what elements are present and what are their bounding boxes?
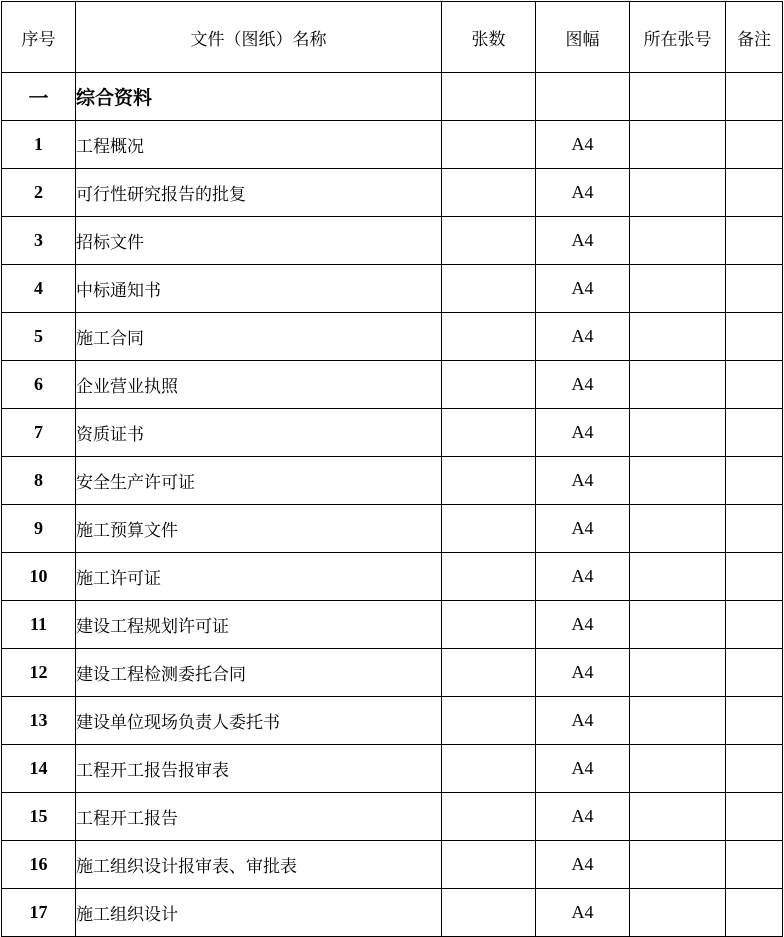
row-number: 15 [2, 793, 76, 841]
sheet-number [630, 649, 726, 697]
paper-size: A4 [536, 889, 630, 937]
remarks [726, 265, 783, 313]
paper-size: A4 [536, 553, 630, 601]
paper-size: A4 [536, 265, 630, 313]
sheet-count [442, 745, 536, 793]
sheet-count [442, 409, 536, 457]
sheet-count [442, 265, 536, 313]
document-name: 建设工程检测委托合同 [76, 649, 442, 697]
row-number: 17 [2, 889, 76, 937]
remarks [726, 313, 783, 361]
paper-size: A4 [536, 505, 630, 553]
sheet-count [442, 217, 536, 265]
sheet-count [442, 889, 536, 937]
header-note: 备注 [726, 2, 783, 73]
document-name: 施工许可证 [76, 553, 442, 601]
table-row [2, 409, 783, 457]
table-row [2, 601, 783, 649]
sheet-number [630, 265, 726, 313]
document-name: 建设工程规划许可证 [76, 601, 442, 649]
sheet-count [442, 601, 536, 649]
table-row [2, 169, 783, 217]
row-number: 10 [2, 553, 76, 601]
paper-size: A4 [536, 841, 630, 889]
sheet-count [442, 313, 536, 361]
remarks [726, 361, 783, 409]
sheet-number [630, 217, 726, 265]
table-row [2, 361, 783, 409]
remarks [726, 889, 783, 937]
header-count: 张数 [442, 2, 536, 73]
table-row [2, 889, 783, 937]
sheet-number [630, 697, 726, 745]
sheet-number [630, 601, 726, 649]
header-size: 图幅 [536, 2, 630, 73]
row-number: 2 [2, 169, 76, 217]
sheet-count [442, 841, 536, 889]
section-number: 一 [2, 73, 76, 121]
table-row [2, 121, 783, 169]
row-number: 1 [2, 121, 76, 169]
table-row [2, 649, 783, 697]
table-row [2, 265, 783, 313]
sheet-count [442, 697, 536, 745]
row-number: 13 [2, 697, 76, 745]
section-count-cell [442, 73, 536, 121]
document-name: 建设单位现场负责人委托书 [76, 697, 442, 745]
sheet-number [630, 745, 726, 793]
header-name: 文件（图纸）名称 [76, 2, 442, 73]
sheet-number [630, 313, 726, 361]
section-row [2, 73, 783, 121]
remarks [726, 649, 783, 697]
row-number: 14 [2, 745, 76, 793]
table-row [2, 313, 783, 361]
sheet-number [630, 793, 726, 841]
remarks [726, 457, 783, 505]
table-row [2, 793, 783, 841]
paper-size: A4 [536, 649, 630, 697]
sheet-count [442, 505, 536, 553]
sheet-number [630, 553, 726, 601]
remarks [726, 601, 783, 649]
row-number: 9 [2, 505, 76, 553]
sheet-number [630, 409, 726, 457]
row-number: 7 [2, 409, 76, 457]
remarks [726, 169, 783, 217]
row-number: 8 [2, 457, 76, 505]
paper-size: A4 [536, 361, 630, 409]
paper-size: A4 [536, 457, 630, 505]
document-name: 施工组织设计报审表、审批表 [76, 841, 442, 889]
remarks [726, 793, 783, 841]
document-name: 施工合同 [76, 313, 442, 361]
sheet-count [442, 457, 536, 505]
table-row [2, 697, 783, 745]
remarks [726, 553, 783, 601]
document-name: 施工组织设计 [76, 889, 442, 937]
remarks [726, 409, 783, 457]
sheet-count [442, 121, 536, 169]
paper-size: A4 [536, 793, 630, 841]
sheet-number [630, 361, 726, 409]
header-sheet: 所在张号 [630, 2, 726, 73]
document-name: 施工预算文件 [76, 505, 442, 553]
sheet-number [630, 841, 726, 889]
document-name: 工程概况 [76, 121, 442, 169]
sheet-count [442, 649, 536, 697]
remarks [726, 697, 783, 745]
document-index-table [1, 1, 783, 937]
row-number: 11 [2, 601, 76, 649]
paper-size: A4 [536, 601, 630, 649]
paper-size: A4 [536, 745, 630, 793]
sheet-number [630, 169, 726, 217]
remarks [726, 217, 783, 265]
section-size-cell [536, 73, 630, 121]
table-row [2, 505, 783, 553]
row-number: 6 [2, 361, 76, 409]
remarks [726, 841, 783, 889]
document-name: 工程开工报告 [76, 793, 442, 841]
section-note-cell [726, 73, 783, 121]
sheet-number [630, 505, 726, 553]
sheet-count [442, 169, 536, 217]
paper-size: A4 [536, 217, 630, 265]
row-number: 5 [2, 313, 76, 361]
document-name: 企业营业执照 [76, 361, 442, 409]
header-row [2, 2, 783, 73]
table-row [2, 841, 783, 889]
header-no: 序号 [2, 2, 76, 73]
row-number: 4 [2, 265, 76, 313]
sheet-number [630, 889, 726, 937]
table-row [2, 217, 783, 265]
paper-size: A4 [536, 169, 630, 217]
paper-size: A4 [536, 409, 630, 457]
document-name: 安全生产许可证 [76, 457, 442, 505]
sheet-count [442, 793, 536, 841]
row-number: 12 [2, 649, 76, 697]
paper-size: A4 [536, 121, 630, 169]
table-row [2, 553, 783, 601]
sheet-count [442, 361, 536, 409]
document-name: 可行性研究报告的批复 [76, 169, 442, 217]
sheet-number [630, 457, 726, 505]
paper-size: A4 [536, 697, 630, 745]
document-name: 招标文件 [76, 217, 442, 265]
row-number: 3 [2, 217, 76, 265]
row-number: 16 [2, 841, 76, 889]
remarks [726, 505, 783, 553]
document-name: 资质证书 [76, 409, 442, 457]
section-title: 综合资料 [76, 73, 442, 121]
section-sheet-cell [630, 73, 726, 121]
document-name: 工程开工报告报审表 [76, 745, 442, 793]
table-row [2, 457, 783, 505]
table-body [2, 2, 783, 937]
remarks [726, 121, 783, 169]
document-name: 中标通知书 [76, 265, 442, 313]
sheet-number [630, 121, 726, 169]
table-row [2, 745, 783, 793]
paper-size: A4 [536, 313, 630, 361]
remarks [726, 745, 783, 793]
sheet-count [442, 553, 536, 601]
